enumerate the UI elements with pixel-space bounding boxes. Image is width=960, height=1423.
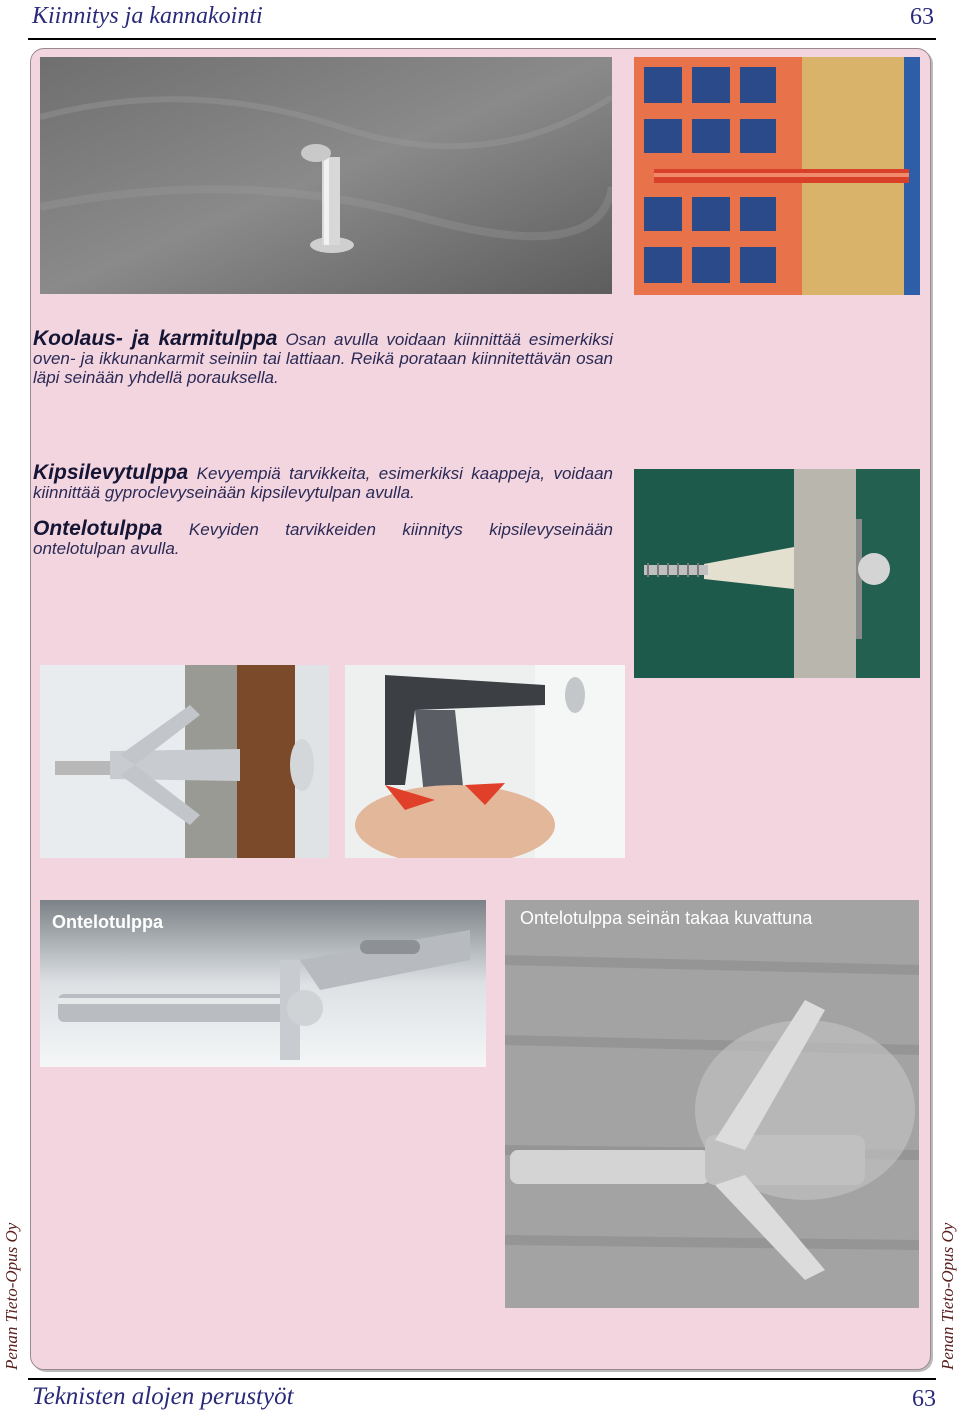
heading-kipsilevytulppa: Kipsilevytulppa: [33, 461, 189, 484]
side-text-left: Penan Tieto-Opus Oy: [2, 1222, 21, 1370]
footer-rule: [28, 1378, 936, 1380]
photo-ontelotulppa-behind-wall: [505, 900, 919, 1308]
photo-frame-plug-screw: [40, 57, 612, 294]
photo-plasterboard-plug: [634, 469, 920, 678]
section-ontelotulppa: [33, 519, 613, 558]
footer-page-number: 63: [912, 1386, 936, 1412]
header-page-number: 63: [910, 4, 934, 30]
footer-title: Teknisten alojen perustyöt: [32, 1383, 294, 1410]
text-ontelotulppa: Kevyiden tarvikkeiden kiinnitys kipsilevyseinään ontelotulpan avulla.: [33, 520, 613, 558]
heading-koolaustulppa: Koolaus- ja karmitulppa: [33, 327, 278, 350]
text-kipsilevytulppa: Kevyempiä tarvikkeita, esimerkiksi kaappeja, voidaan kiinnittää gyproclevyseinään kipsilevytulpan avulla.: [33, 464, 613, 502]
caption-behind-wall: Ontelotulppa seinän takaa kuvattuna: [520, 908, 813, 928]
photo-ontelotulppa-bracket: [40, 900, 486, 1067]
side-text-right: Penan Tieto-Opus Oy: [938, 1222, 957, 1370]
section-kipsilevytulppa: [33, 463, 613, 502]
header-rule: [28, 38, 936, 40]
photo-setting-tool: [345, 665, 625, 858]
section-koolaustulppa: [33, 329, 613, 387]
text-koolaustulppa: Osan avulla voidaan kiinnittää esimerkiksi oven- ja ikkunankarmit seiniin tai lattiaan. Reikä porataan kiinnitettävän osan läpi seinään yhdellä porauksella.: [33, 330, 613, 387]
header-title: Kiinnitys ja kannakointi: [32, 3, 263, 29]
caption-ontelotulppa: Ontelotulppa: [52, 912, 163, 932]
photo-brick-wall-plug: [634, 57, 920, 295]
photo-hollow-anchor-wall: [40, 665, 329, 858]
heading-ontelotulppa: Ontelotulppa: [33, 517, 163, 540]
